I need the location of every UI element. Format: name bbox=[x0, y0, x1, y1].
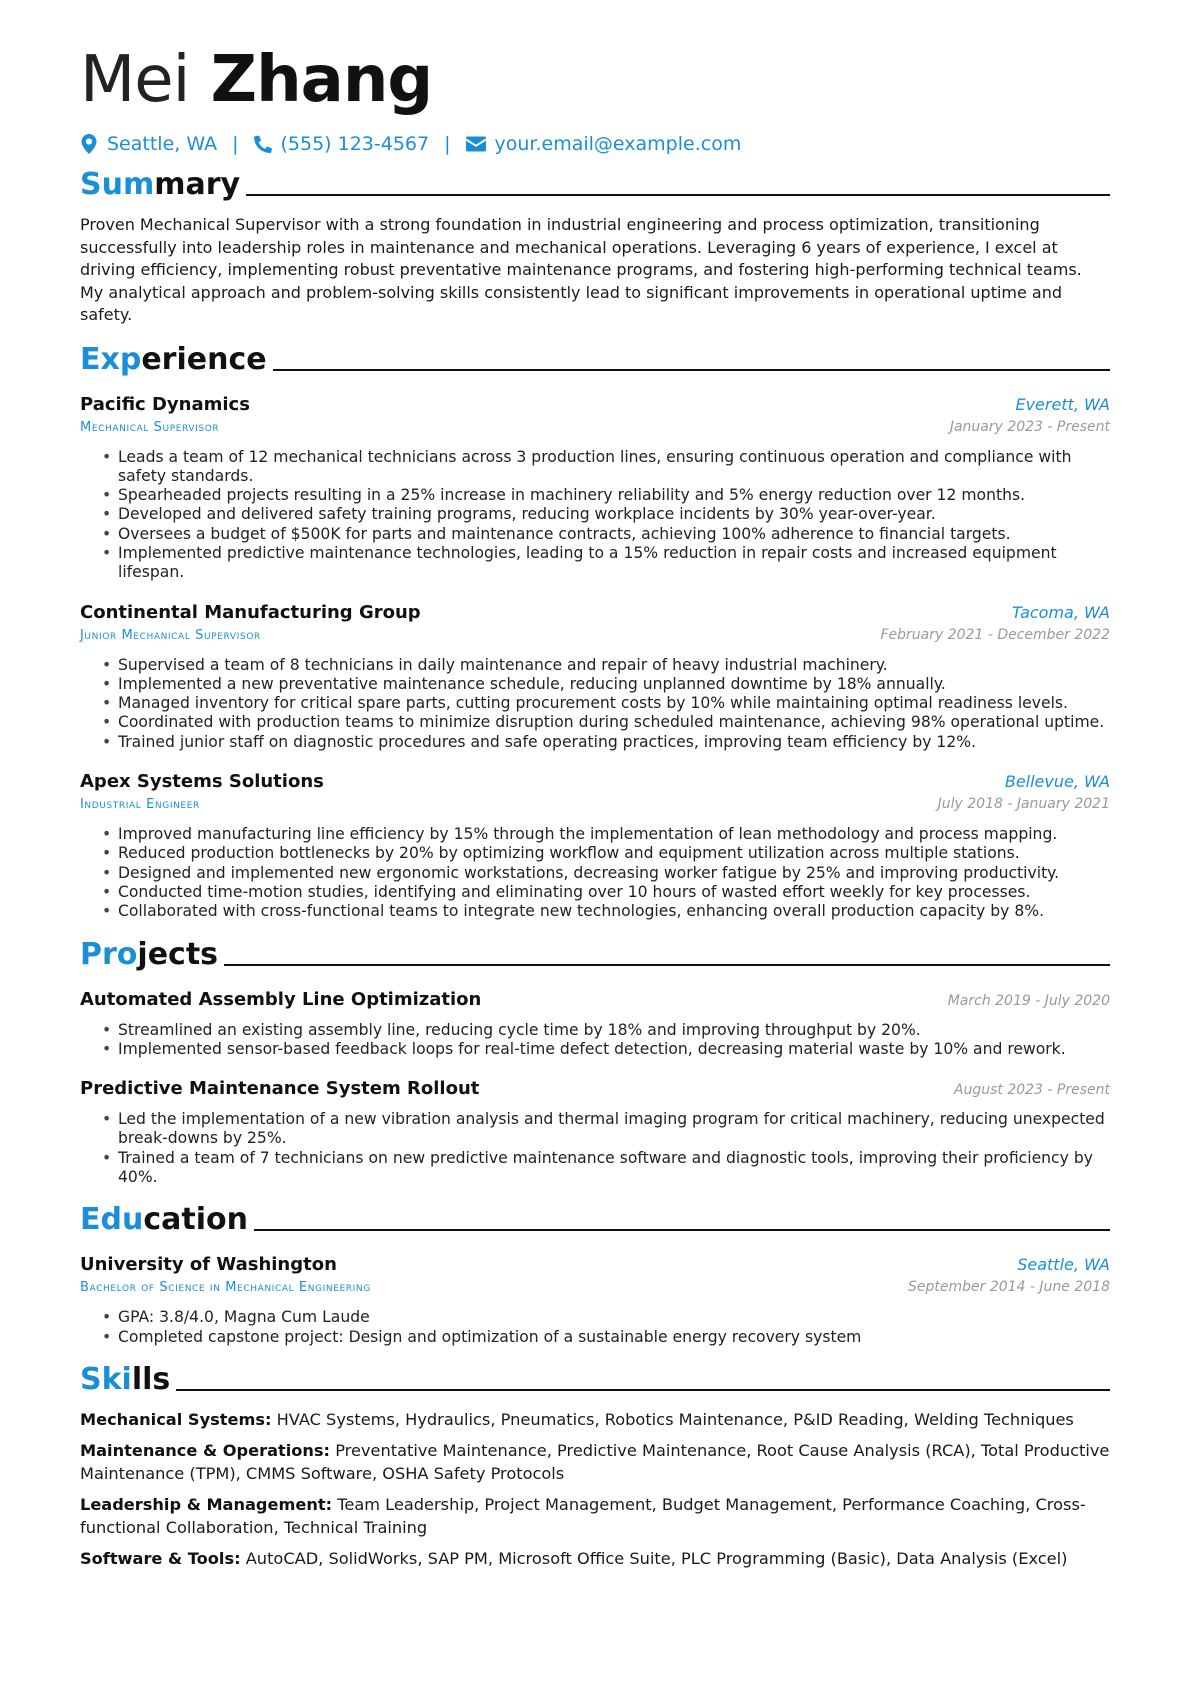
bullet-item: • Conducted time-motion studies, identifying and eliminating over 10 hours of wasted effort weekly for key processes. bbox=[118, 883, 1110, 902]
section-title-experience bbox=[80, 343, 1110, 377]
map-pin-icon bbox=[80, 134, 98, 154]
experience-role: Mechanical Supervisor bbox=[80, 419, 220, 435]
education-bullets bbox=[80, 1308, 1110, 1347]
project-dates: March 2019 - July 2020 bbox=[947, 992, 1110, 1009]
experience-bullets bbox=[80, 825, 1110, 921]
experience-subheader bbox=[80, 794, 1110, 816]
skill-category: Leadership & Management: bbox=[80, 1495, 333, 1515]
bullet-item: • Implemented a new preventative maintenance schedule, reducing unplanned downtime by 18% annually. bbox=[118, 675, 1110, 694]
skill-items: HVAC Systems, Hydraulics, Pneumatics, Robotics Maintenance, P&ID Reading, Welding Techniques bbox=[276, 1409, 1074, 1429]
project-dates: August 2023 - Present bbox=[953, 1082, 1110, 1099]
section-divider bbox=[273, 369, 1110, 371]
experience-subheader bbox=[80, 625, 1110, 647]
bullet-item: • Implemented sensor-based feedback loops for real-time defect detection, decreasing material waste by 10% and rework. bbox=[118, 1040, 1110, 1059]
bullet-item: • GPA: 3.8/4.0, Magna Cum Laude bbox=[118, 1308, 1110, 1327]
candidate-name bbox=[80, 40, 1110, 120]
experience-dates: July 2018 - January 2021 bbox=[937, 796, 1110, 813]
section-divider bbox=[224, 964, 1110, 966]
project-entry bbox=[80, 1077, 1110, 1187]
contact-location bbox=[80, 130, 217, 158]
section-title-skills bbox=[80, 1363, 1110, 1397]
skill-row bbox=[80, 1409, 1110, 1432]
project-bullets bbox=[80, 1021, 1110, 1060]
section-title-accent: Sum bbox=[80, 167, 155, 202]
experience-header bbox=[80, 393, 1110, 417]
section-title-rest: erience bbox=[141, 341, 267, 377]
experience-role: Industrial Engineer bbox=[80, 797, 200, 813]
skill-row bbox=[80, 1494, 1110, 1539]
bullet-item: • Streamlined an existing assembly line, reducing cycle time by 18% and improving throughput by 20%. bbox=[118, 1021, 1110, 1040]
bullet-item: • Completed capstone project: Design and optimization of a sustainable energy recovery system bbox=[118, 1328, 1110, 1347]
experience-header bbox=[80, 770, 1110, 794]
section-title-summary bbox=[80, 168, 1110, 202]
bullet-item: • Improved manufacturing line efficiency by 15% through the implementation of lean methodology and process mapping. bbox=[118, 825, 1110, 844]
skill-category: Mechanical Systems: bbox=[80, 1409, 272, 1429]
section-title-education bbox=[80, 1203, 1110, 1237]
section-divider bbox=[254, 1229, 1110, 1231]
bullet-item: • Designed and implemented new ergonomic workstations, decreasing worker fatigue by 25% and improving productivity. bbox=[118, 864, 1110, 883]
bullet-item: • Supervised a team of 8 technicians in daily maintenance and repair of heavy industrial machinery. bbox=[118, 656, 1110, 675]
experience-entry bbox=[80, 770, 1110, 921]
section-title-accent: Ski bbox=[80, 1361, 132, 1397]
experience-bullets bbox=[80, 656, 1110, 752]
bullet-item: • Spearheaded projects resulting in a 25% increase in machinery reliability and 5% energy reduction over 12 months. bbox=[118, 486, 1110, 505]
bullet-item: • Developed and delivered safety training programs, reducing workplace incidents by 30% year-over-year. bbox=[118, 505, 1110, 524]
summary-text: Proven Mechanical Supervisor with a strong foundation in industrial engineering and process optimization, transitioning successfully into leadership roles in maintenance and mechanical operations. Leveraging 6 years of experience, I excel at driving efficiency, implementing robust preventative maintenance programs, and fostering high-performing technical teams. My analytical approach and problem-solving skills consistently lead to significant improvements in operational uptime and safety. bbox=[80, 215, 1082, 324]
education-location: Seattle, WA bbox=[1017, 1255, 1110, 1275]
education-organization: University of Washington bbox=[80, 1254, 337, 1276]
phone-text: (555) 123-4567 bbox=[280, 133, 430, 155]
project-bullets bbox=[80, 1110, 1110, 1187]
skill-category: Software & Tools: bbox=[80, 1549, 241, 1569]
project-header bbox=[80, 1077, 1110, 1101]
contact-phone[interactable] bbox=[254, 130, 430, 158]
experience-organization: Continental Manufacturing Group bbox=[80, 601, 421, 623]
location-text: Seattle, WA bbox=[107, 133, 218, 155]
bullet-item: • Collaborated with cross-functional teams to integrate new technologies, enhancing overall production capacity by 8%. bbox=[118, 902, 1110, 921]
experience-location: Bellevue, WA bbox=[1004, 772, 1110, 792]
experience-dates: January 2023 - Present bbox=[949, 418, 1110, 435]
contact-bar bbox=[80, 130, 1110, 158]
experience-header bbox=[80, 601, 1110, 625]
bullet-item: • Oversees a budget of $500K for parts and maintenance contracts, achieving 100% adherence to financial targets. bbox=[118, 525, 1110, 544]
experience-list bbox=[80, 393, 1110, 922]
contact-separator: | bbox=[444, 133, 451, 155]
education-subheader bbox=[80, 1277, 1110, 1299]
contact-separator: | bbox=[232, 133, 239, 155]
envelope-icon bbox=[466, 136, 486, 152]
projects-list bbox=[80, 988, 1110, 1188]
first-name: Mei bbox=[80, 43, 190, 117]
experience-location: Everett, WA bbox=[1015, 394, 1110, 414]
skill-items: Team Leadership, Project Management, Budget Management, Performance Coaching, Cross-functional Collaboration, Technical Training bbox=[80, 1495, 1086, 1537]
project-title: Predictive Maintenance System Rollout bbox=[80, 1078, 480, 1100]
skill-row bbox=[80, 1548, 1110, 1571]
bullet-item: • Coordinated with production teams to minimize disruption during scheduled maintenance, achieving 98% operational uptime. bbox=[118, 713, 1110, 732]
section-divider bbox=[246, 194, 1110, 196]
experience-entry bbox=[80, 601, 1110, 752]
project-title: Automated Assembly Line Optimization bbox=[80, 988, 482, 1010]
last-name: Zhang bbox=[210, 43, 433, 117]
experience-organization: Pacific Dynamics bbox=[80, 393, 250, 415]
phone-icon bbox=[254, 134, 272, 154]
experience-location: Tacoma, WA bbox=[1011, 602, 1110, 622]
skill-items: Preventative Maintenance, Predictive Maintenance, Root Cause Analysis (RCA), Total Productive Maintenance (TPM), CMMS Software, OSHA Safety Protocols bbox=[80, 1441, 1110, 1483]
skill-category: Maintenance & Operations: bbox=[80, 1441, 331, 1461]
bullet-item: • Trained a team of 7 technicians on new predictive maintenance software and diagnostic tools, improving their proficiency by 40%. bbox=[118, 1149, 1110, 1188]
experience-subheader bbox=[80, 417, 1110, 439]
section-title-rest: jects bbox=[137, 936, 219, 972]
project-entry bbox=[80, 988, 1110, 1060]
bullet-item: • Managed inventory for critical spare parts, cutting procurement costs by 10% while maintaining optimal readiness levels. bbox=[118, 694, 1110, 713]
project-header bbox=[80, 988, 1110, 1012]
education-header bbox=[80, 1253, 1110, 1277]
bullet-item: • Implemented predictive maintenance technologies, leading to a 15% reduction in repair costs and increased equipment lifespan. bbox=[118, 544, 1110, 583]
experience-bullets bbox=[80, 448, 1110, 583]
section-title-accent: Pro bbox=[80, 936, 138, 972]
bullet-item: • Led the implementation of a new vibration analysis and thermal imaging program for critical machinery, reducing unexpected break-downs by 25%. bbox=[118, 1110, 1110, 1149]
section-divider bbox=[176, 1389, 1110, 1391]
section-title-rest: cation bbox=[143, 1202, 248, 1238]
skills-list bbox=[80, 1409, 1110, 1571]
bullet-item: • Trained junior staff on diagnostic procedures and safe operating practices, improving team efficiency by 12%. bbox=[118, 733, 1110, 752]
experience-entry bbox=[80, 393, 1110, 583]
skill-items: AutoCAD, SolidWorks, SAP PM, Microsoft Office Suite, PLC Programming (Basic), Data Analysis (Excel) bbox=[245, 1549, 1068, 1569]
section-title-rest: mary bbox=[154, 167, 241, 202]
email-link[interactable]: your.email@example.com bbox=[494, 133, 742, 155]
education-dates: September 2014 - June 2018 bbox=[908, 1279, 1110, 1296]
bullet-item: • Reduced production bottlenecks by 20% by optimizing workflow and equipment utilization across multiple stations. bbox=[118, 844, 1110, 863]
section-title-accent: Exp bbox=[80, 341, 142, 377]
section-title-projects bbox=[80, 938, 1110, 972]
experience-role: Junior Mechanical Supervisor bbox=[80, 627, 261, 643]
education-list bbox=[80, 1253, 1110, 1347]
contact-email[interactable] bbox=[466, 130, 742, 158]
skill-row bbox=[80, 1440, 1110, 1485]
section-title-accent: Edu bbox=[80, 1202, 144, 1238]
education-role: Bachelor of Science in Mechanical Engineering bbox=[80, 1280, 371, 1296]
section-title-rest: lls bbox=[131, 1361, 171, 1397]
experience-organization: Apex Systems Solutions bbox=[80, 771, 324, 793]
experience-dates: February 2021 - December 2022 bbox=[880, 626, 1110, 643]
bullet-item: • Leads a team of 12 mechanical technicians across 3 production lines, ensuring continuous operation and compliance with safety standards. bbox=[118, 448, 1110, 487]
education-entry bbox=[80, 1253, 1110, 1347]
